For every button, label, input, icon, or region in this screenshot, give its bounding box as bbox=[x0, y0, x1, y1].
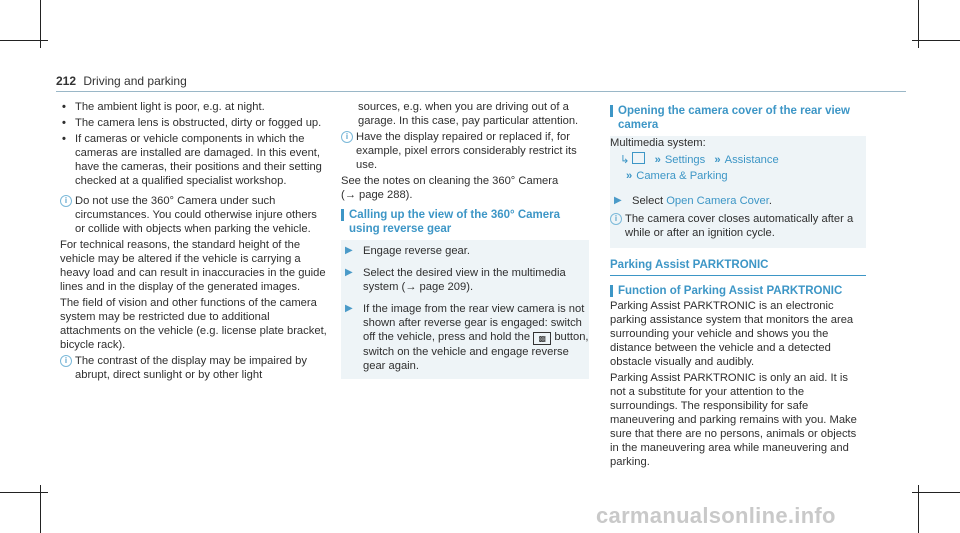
step-text: Select bbox=[632, 195, 664, 207]
paragraph: For technical reasons, the standard height of the vehicle may be altered if the vehicle is carrying a heavy load and can result in inaccuracies in the guide lines and in the display of the generated images. bbox=[60, 239, 326, 293]
step-text: button, switch on the vehicle and engage reverse gear again. bbox=[363, 331, 589, 372]
instruction-box bbox=[610, 136, 866, 248]
note-text: The camera cover closes automatically after a while or after an ignition cycle. bbox=[625, 213, 854, 239]
step-arrow-icon: ▶ bbox=[345, 245, 353, 256]
instruction-step bbox=[341, 266, 589, 294]
note-block bbox=[60, 194, 328, 236]
chevron-icon: » bbox=[714, 154, 721, 166]
path-arrow-icon: ↳ bbox=[620, 154, 630, 166]
paragraph: sources, e.g. when you are driving out of a garage. In this case, pay particular attention. bbox=[358, 101, 579, 127]
list-item: • If cameras or vehicle components in which the cameras are installed are damaged. In this event, have the cameras, their positions and their setting checked at a qualified specialist workshop. bbox=[60, 132, 328, 188]
menu-camera-parking[interactable]: Camera & Parking bbox=[636, 170, 728, 182]
column-left bbox=[60, 100, 328, 384]
paragraph: Parking Assist PARKTRONIC is an electronic parking assistance system that monitors the area surrounding your vehicle and shows you the distance between the vehicle and a detected obstacle visually and audibly. bbox=[610, 300, 854, 368]
chevron-icon: » bbox=[654, 154, 661, 166]
instruction-step bbox=[341, 244, 589, 258]
menu-assistance[interactable]: Assistance bbox=[724, 154, 779, 166]
system-label: Multimedia system: bbox=[610, 137, 706, 149]
info-icon: i bbox=[341, 131, 353, 143]
step-text: Engage reverse gear. bbox=[363, 245, 470, 257]
instruction-step bbox=[610, 194, 866, 208]
column-middle bbox=[341, 100, 589, 379]
paragraph: The field of vision and other functions of the camera system may be restricted due to additional attachments on the vehicle (e.g. license plate bracket, bicycle rack). bbox=[60, 297, 327, 351]
step-text: If the image from the rear view camera is not shown after reverse gear is engaged: switch off the vehicle, press and hold the bbox=[363, 303, 585, 343]
paragraph: Parking Assist PARKTRONIC is only an aid. It is not a substitute for your attention to the surroundings. The responsibility for safe maneuvering and parking remains with you. Make sure that there are no persons, animals or objects in the maneuvering area while maneuvering and parking. bbox=[610, 372, 857, 468]
step-text: . bbox=[768, 195, 772, 207]
header-divider bbox=[56, 91, 906, 92]
column-right bbox=[610, 100, 866, 471]
crop-mark bbox=[912, 492, 960, 493]
info-icon: i bbox=[60, 355, 72, 367]
step-text: Select the desired view in the multimedia system (→ page 209). bbox=[363, 267, 566, 293]
instruction-box bbox=[341, 240, 589, 379]
section-heading: Function of Parking Assist PARKTRONIC bbox=[610, 284, 866, 298]
section-title: Parking Assist PARKTRONIC bbox=[610, 258, 866, 276]
menu-open-camera-cover[interactable]: Open Camera Cover bbox=[666, 195, 769, 207]
note-block bbox=[60, 354, 328, 382]
step-arrow-icon: ▶ bbox=[345, 267, 353, 278]
paragraph bbox=[341, 174, 589, 202]
note-text: Have the display repaired or replaced if, for example, pixel errors considerably restrict its use. bbox=[356, 131, 577, 171]
note-text: The contrast of the display may be impaired by abrupt, direct sunlight or by other light bbox=[75, 355, 307, 381]
see-text: See the notes on cleaning the 360° Camera bbox=[341, 175, 559, 187]
step-arrow-icon: ▶ bbox=[345, 303, 353, 314]
list-item: • The camera lens is obstructed, dirty or fogged up. bbox=[60, 116, 328, 130]
menu-settings[interactable]: Settings bbox=[664, 154, 706, 166]
page-reference[interactable]: (→ page 288). bbox=[341, 189, 413, 201]
watermark: carmanualsonline.info bbox=[596, 503, 836, 528]
menu-path bbox=[620, 152, 866, 184]
home-icon bbox=[632, 152, 645, 164]
crop-mark bbox=[0, 492, 48, 493]
chapter-title: Driving and parking bbox=[83, 74, 187, 88]
page-header bbox=[56, 74, 187, 88]
crop-mark bbox=[0, 40, 48, 41]
section-heading: Opening the camera cover of the rear view camera bbox=[610, 104, 866, 132]
note-text: Do not use the 360° Camera under such circumstances. You could otherwise injure others or collide with objects when parking the vehicle. bbox=[75, 195, 317, 235]
info-icon: i bbox=[610, 213, 622, 225]
page-number: 212 bbox=[56, 74, 77, 88]
note-block bbox=[341, 130, 589, 172]
chevron-icon: » bbox=[626, 170, 633, 182]
crop-mark bbox=[912, 40, 960, 41]
camera-button-icon: ▩ bbox=[533, 332, 551, 345]
list-item: • The ambient light is poor, e.g. at night. bbox=[60, 100, 328, 114]
info-icon: i bbox=[60, 195, 72, 207]
note-block bbox=[610, 212, 866, 240]
step-arrow-icon: ▶ bbox=[614, 195, 622, 206]
section-heading: Calling up the view of the 360° Camera using reverse gear bbox=[341, 208, 589, 236]
instruction-step bbox=[341, 302, 589, 373]
